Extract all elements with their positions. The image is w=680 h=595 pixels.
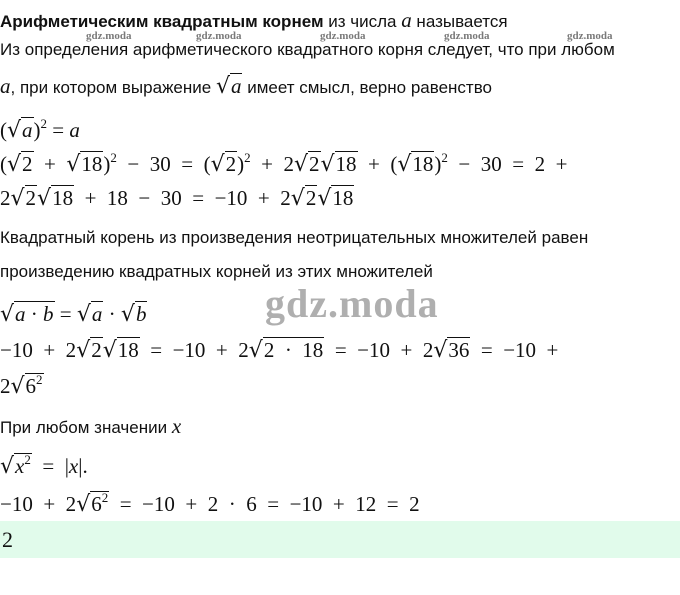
- formula-final: $-10 + 2√6^2 = -10 + 2 \cdot 6 = -10 + 12 = 2$: [0, 490, 420, 517]
- text-line: При любом значении x: [0, 414, 182, 438]
- watermark: gdz.moda: [444, 30, 490, 42]
- text-line: Квадратный корень из произведения неотрицательных множителей равен: [0, 228, 589, 247]
- formula-root-squared: $(√a)^2 = a$: [0, 116, 80, 143]
- answer-value: 2: [2, 527, 13, 552]
- definition-line: Арифметическим квадратным корнем из числа a называется: [0, 8, 508, 32]
- text-line: Из определения арифметического квадратного корня следует, что при любом: [0, 40, 615, 59]
- formula-expansion-1: $(√2 + √18)^2 - 30 = (√2)^2 + 2√2√18 + (√18)^2 - 30 = 2$ +: [0, 150, 568, 177]
- formula-expansion-2: 2√2√18 + 18 − 30 = −10 + 2√2√18: [0, 186, 354, 211]
- watermark: gdz.moda: [567, 30, 613, 42]
- watermark-large: gdz.moda: [265, 281, 439, 326]
- formula-product-rule: √a · b = √a · √b: [0, 302, 147, 327]
- answer-box: [0, 521, 680, 558]
- watermark: gdz.moda: [320, 30, 366, 42]
- formula-abs-rule: $√x^2 = |x|$.: [0, 452, 88, 479]
- text-line: a, при котором выражение √a имеет смысл, верно равенство: [0, 74, 493, 99]
- formula-simplify-1: −10 + 2√2√18 = −10 + 2√2 · 18 = −10 + 2√36 = −10 +: [0, 338, 559, 363]
- text-line: произведению квадратных корней из этих множителей: [0, 262, 433, 281]
- definition-term: Арифметическим квадратным корнем: [0, 12, 324, 31]
- watermark: gdz.moda: [196, 30, 242, 42]
- formula-simplify-2: $2√6^2$: [0, 372, 43, 399]
- watermark: gdz.moda: [86, 30, 132, 42]
